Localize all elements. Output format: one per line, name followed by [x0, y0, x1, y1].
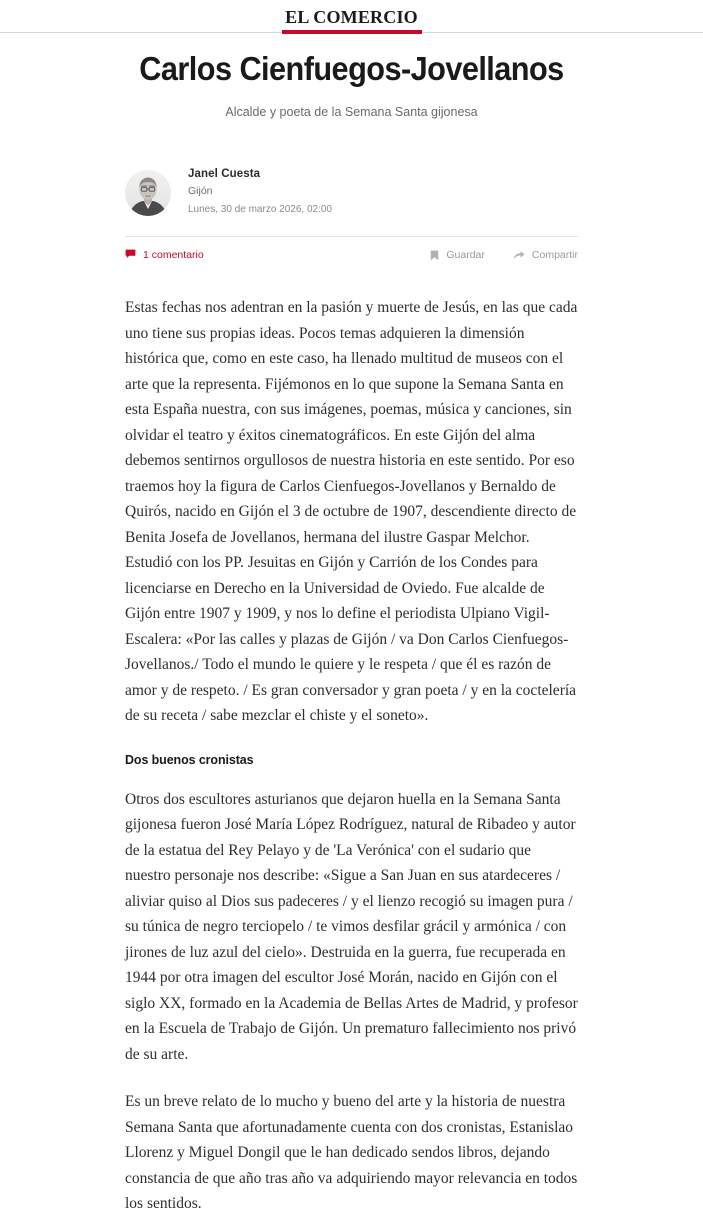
share-button[interactable]: [513, 249, 578, 261]
share-label: Compartir: [531, 249, 578, 261]
comments-button[interactable]: [125, 249, 204, 262]
action-bar-left: [125, 249, 204, 262]
page-title: Carlos Cienfuegos-Jovellanos: [139, 50, 564, 87]
article-body: [0, 295, 703, 1217]
publish-date: Lunes, 30 de marzo 2026, 02:00: [188, 204, 332, 215]
comment-bubble-icon: [125, 249, 136, 262]
article-subhead: Alcalde y poeta de la Semana Santa gijonesa: [225, 105, 478, 119]
action-bar-container: [125, 236, 578, 273]
save-label: Guardar: [446, 249, 485, 261]
site-logo[interactable]: EL COMERCIO: [285, 7, 418, 27]
author-portrait-image: [125, 170, 171, 216]
byline-text: [171, 167, 332, 218]
bookmark-icon: [430, 250, 439, 261]
author-byline: [0, 167, 703, 218]
action-bar-right: [430, 249, 578, 261]
article-container: [0, 33, 703, 1217]
share-arrow-icon: [513, 250, 525, 261]
article-paragraph: Es un breve relato de lo mucho y bueno del arte y la historia de nuestra Semana Santa que afortunadamente cuenta con dos cronistas, Estanislao Llorenz y Miguel Dongil que le han dedicado sendos libros, dejando constancia de que año tras año va adquiriendo mayor relevancia en todos los sentidos.: [125, 1093, 578, 1212]
article-section-heading: Dos buenos cronistas: [125, 751, 254, 767]
comments-count-label: 1 comentario: [143, 249, 204, 261]
site-masthead: [0, 0, 703, 33]
article-paragraph: Estas fechas nos adentran en la pasión y muerte de Jesús, en las que cada uno tiene sus propias ideas. Pocos temas adquieren la dimensión histórica que, como en este caso, ha llenado multitud de museos con el arte que la representa. Fijémonos en lo que supone la Semana Santa en esta España nuestra, con sus imágenes, poemas, música y canciones, sin olvidar el teatro y éxitos cinematográficos. En este Gijón del alma debemos sentirnos orgullosos de nuestra historia en este sentido. Por eso traemos hoy la figura de Carlos Cienfuegos-Jovellanos y Bernaldo de Quirós, nacido en Gijón el 3 de octubre de 1907, descendiente directo de Benita Josefa de Jovellanos, hermana del ilustre Gaspar Melchor. Estudió con los PP. Jesuitas en Gijón y Carrión de los Condes para licenciarse en Derecho en la Universidad de Oviedo. Fue alcalde de Gijón entre 1907 y 1909, y nos lo define el periodista Ulpiano Vigil-Escalera: «Por las calles y plazas de Gijón / va Don Carlos Cienfuegos-Jovellanos./ Todo el mundo le quiere y le respeta / que él es razón de amor y de respeto. / Es gran conversador y gran poeta / y en la coctelería de su receta / sabe mezclar el chiste y el soneto».: [125, 299, 578, 724]
author-name[interactable]: Janel Cuesta: [188, 168, 261, 180]
action-bar: [125, 237, 578, 273]
save-button[interactable]: [430, 249, 485, 261]
avatar[interactable]: [125, 170, 171, 216]
article-paragraph: Otros dos escultores asturianos que dejaron huella en la Semana Santa gijonesa fueron José María López Rodríguez, natural de Ribadeo y autor de la estatua del Rey Pelayo y de 'La Verónica' con el sudario que nuestro personaje nos describe: «Sigue a San Juan en sus atardeceres / aliviar quiso al Dios sus padeceres / y el lienzo recogió su imagen pura / su túnica de negro terciopelo / te vimos desfilar grácil y armónica / con jirones de luz azul del cielo». Destruida en la guerra, fue recuperada en 1944 por otra imagen del escultor José Morán, nacido en Gijón con el siglo XX, formado en la Academia de Bellas Artes de Madrid, y profesor en la Escuela de Trabajo de Gijón. Un prematuro fallecimiento nos privó de su arte.: [125, 790, 578, 1063]
author-location: Gijón: [188, 185, 213, 197]
